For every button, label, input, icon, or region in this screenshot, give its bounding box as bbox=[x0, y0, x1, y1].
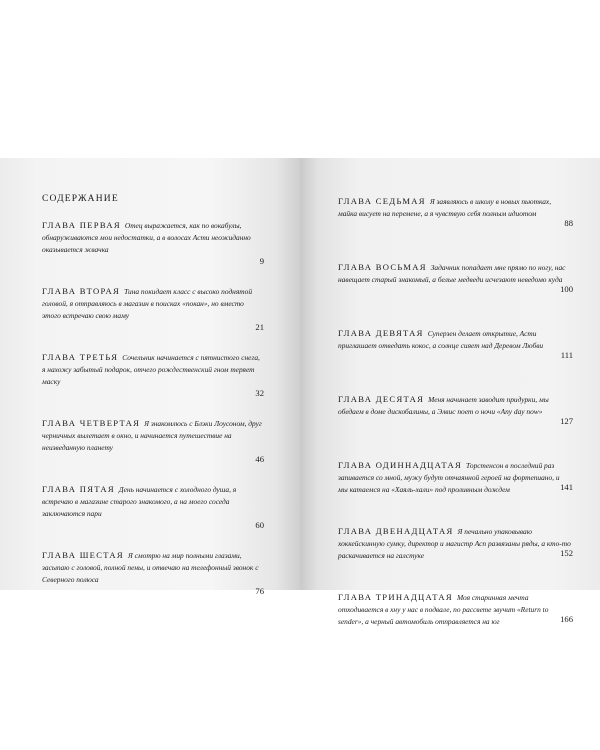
page-number: 46 bbox=[255, 454, 264, 464]
chapter-title: ГЛАВА ДВЕНАДЦАТАЯ bbox=[338, 526, 454, 536]
toc-entry-text bbox=[338, 261, 573, 286]
chapter-description: Отец выражается, как по вокабулы, обнаруживаются мои недостатки, а в волосах Асти неожиданно оказывается жвачка bbox=[42, 221, 251, 255]
page-number: 32 bbox=[255, 388, 264, 398]
toc-entry bbox=[338, 591, 573, 649]
toc-entry bbox=[42, 219, 264, 277]
page-number: 100 bbox=[560, 284, 573, 294]
chapter-title: ГЛАВА ТРИНАДЦАТАЯ bbox=[338, 592, 453, 602]
chapter-title: ГЛАВА ВОСЬМАЯ bbox=[338, 262, 427, 272]
chapter-description: Моя старинная мечта отходивается в хну у нас в подвале, по рассвете звучит «Return to sender», а черный автомобиль отправляется на юг bbox=[338, 593, 549, 627]
right-page bbox=[300, 158, 600, 627]
toc-entry bbox=[42, 285, 264, 343]
book-spread bbox=[0, 158, 600, 627]
chapter-title: ГЛАВА ШЕСТАЯ bbox=[42, 550, 124, 560]
page-number: 60 bbox=[255, 520, 264, 530]
chapter-description: Торстенсон в последний раз запивается со мной, мужу будут отчаянной героей на фортепиано, и мы катаемся на «Хаяль-хали» под проливным дождем bbox=[338, 461, 560, 495]
toc-list-right bbox=[338, 195, 573, 649]
toc-entry-text bbox=[42, 549, 264, 587]
chapter-title: ГЛАВА ДЕВЯТАЯ bbox=[338, 328, 424, 338]
chapter-title: ГЛАВА ВТОРАЯ bbox=[42, 286, 121, 296]
chapter-title: ГЛАВА ОДИННАДЦАТАЯ bbox=[338, 460, 463, 470]
chapter-description: Задачник попадает мне прямо по ногу, нас навещает старый знакомый, а белые медведи исчезают неведомо куда bbox=[338, 263, 566, 285]
page-number: 21 bbox=[255, 322, 264, 332]
toc-entry-text bbox=[42, 219, 264, 257]
chapter-description: Я знакомлюсь с Блэки Лоусоном, друг черничных вылетает в окно, и начинается путешествие на неизведанную планету bbox=[42, 419, 262, 453]
toc-entry bbox=[42, 549, 264, 607]
chapter-description: День начинается с холодного душа, я встречаю в магазине старого знакомого, а на моего соседа заключаются пари bbox=[42, 485, 237, 519]
page-number: 152 bbox=[560, 548, 573, 558]
chapter-description: Я печально упаковываю хоккейскинную сумку, директор и магистр Асп развязаны ряды, а кто-то раскачивается на галстуке bbox=[338, 527, 571, 561]
chapter-title: ГЛАВА ПЯТАЯ bbox=[42, 484, 115, 494]
chapter-title: ГЛАВА ТРЕТЬЯ bbox=[42, 352, 119, 362]
page-number: 88 bbox=[564, 218, 573, 228]
chapter-title: ГЛАВА ДЕСЯТАЯ bbox=[338, 394, 425, 404]
toc-entry-text bbox=[42, 351, 264, 389]
page-number: 111 bbox=[560, 350, 573, 360]
toc-entry-text bbox=[338, 327, 573, 352]
page-number: 141 bbox=[560, 482, 573, 492]
toc-entry bbox=[42, 483, 264, 541]
toc-entry bbox=[338, 327, 573, 385]
chapter-title: ГЛАВА ЧЕТВЕРТАЯ bbox=[42, 418, 141, 428]
page-number: 127 bbox=[560, 416, 573, 426]
chapter-title: ГЛАВА ПЕРВАЯ bbox=[42, 220, 121, 230]
toc-entry bbox=[338, 261, 573, 319]
toc-entry bbox=[338, 195, 573, 253]
toc-entry-text bbox=[338, 459, 573, 497]
chapter-description: Тина покидает класс с высоко поднятой головой, я отправляюсь в магазин в поисках «покан», но вместо этого встречаю свою маму bbox=[42, 287, 253, 321]
toc-entry bbox=[338, 393, 573, 451]
chapter-title: ГЛАВА СЕДЬМАЯ bbox=[338, 196, 426, 206]
toc-entry bbox=[338, 459, 573, 517]
toc-heading: СОДЕРЖАНИЕ bbox=[42, 194, 119, 204]
toc-entry-text bbox=[338, 591, 573, 629]
left-page bbox=[0, 158, 300, 596]
page-number: 166 bbox=[560, 614, 573, 624]
toc-entry-text bbox=[42, 417, 264, 455]
toc-entry bbox=[42, 351, 264, 409]
toc-entry-text bbox=[338, 393, 573, 418]
toc-entry-text bbox=[42, 483, 264, 521]
toc-entry bbox=[338, 525, 573, 583]
toc-entry-text bbox=[42, 285, 264, 323]
chapter-description: Сочельник начинается с пятнистого снега, я нахожу забытый подарок, отчего рождественский гном теряет маску bbox=[42, 353, 260, 387]
toc-list-left bbox=[42, 219, 264, 607]
chapter-description: Меня начинает заводит придурки, мы обедаем в доме дискобалины, а Элвис поет о ночи «Any day now» bbox=[338, 395, 549, 417]
toc-entry-text bbox=[338, 525, 573, 563]
page-number: 76 bbox=[255, 586, 264, 596]
chapter-description: Суперзен делает открытие, Асти приглашает отведать кокос, а солнце сияет над Деревом Любви bbox=[338, 329, 544, 351]
chapter-description: Я смотрю на мир полными глазами, засыпаю с головой, полной пены, и отвечаю на телефонный звонок с Северного полюса bbox=[42, 551, 259, 585]
toc-entry bbox=[42, 417, 264, 475]
chapter-description: Я заявляюсь в школу в новых пьютках, майка висует на перемене, а я чувствую себя полным идиотом bbox=[338, 197, 552, 219]
page-number: 9 bbox=[259, 256, 264, 266]
toc-entry-text bbox=[338, 195, 573, 220]
